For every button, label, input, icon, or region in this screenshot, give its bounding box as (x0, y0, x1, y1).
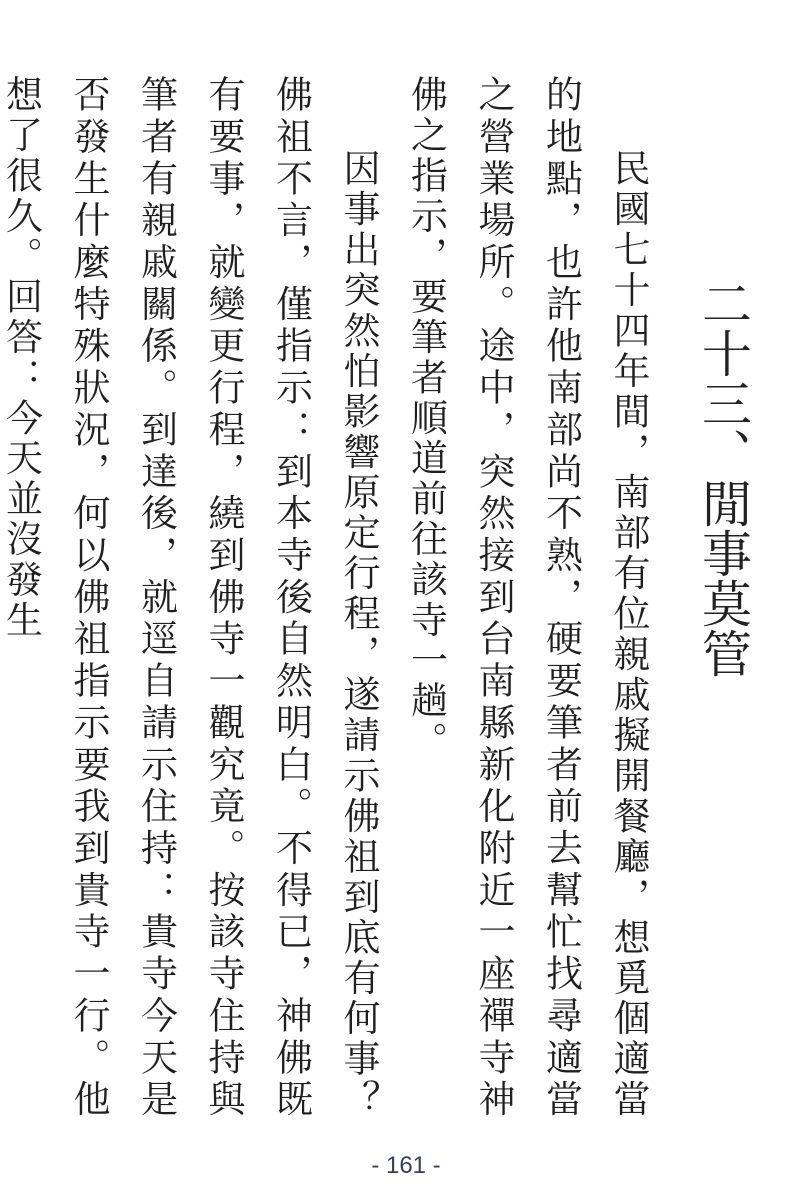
page-number: - 161 - (371, 1152, 441, 1179)
paragraph-2: 因事出突然怕影響原定行程，遂請示佛祖到底有何事？佛祖不言，僅指示：到本寺後自然明白。不得已，神佛既有要事，就變更行程，繞到佛寺一觀究竟。按該寺住持與筆者有親戚關係。到達後，就逕自請示住持：貴寺今天是否發生什麼特殊狀況，何以佛祖指示要我到貴寺一行。他想了很久。回答：今天並沒發生 (0, 75, 380, 1120)
chapter-title: 二十三、閒事莫管 (694, 278, 752, 678)
body-text (0, 75, 662, 1120)
paragraph-1: 民國七十四年間，南部有位親戚擬開餐廳，想覓個適當的地點，也許他南部尚不熟，硬要筆者前去幫忙找尋適當之營業場所。途中，突然接到台南縣新化附近一座禪寺神佛之指示，要筆者順道前往該寺一趟。 (404, 75, 650, 1120)
